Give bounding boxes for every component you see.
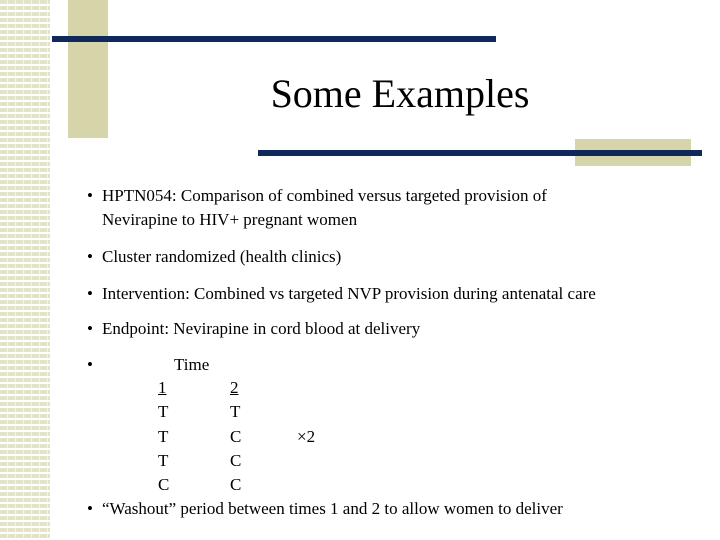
- design-row-2-col2: C: [230, 427, 242, 446]
- col1-header-text: 1: [158, 378, 167, 397]
- tan-block-top-left: [68, 0, 108, 138]
- bullet-marker: •: [87, 247, 93, 266]
- bullet-marker: •: [87, 284, 93, 303]
- left-stripe-decoration: [0, 0, 50, 540]
- bullet-marker: •: [87, 186, 93, 205]
- design-row-3-col2: C: [230, 451, 242, 470]
- bullet-item-1: [87, 184, 687, 232]
- navy-bar-top: [52, 36, 496, 42]
- bullet-item-4: [87, 317, 687, 341]
- design-row-3-col1: T: [158, 451, 169, 470]
- bullet-item-2: [87, 245, 687, 269]
- col2-header-text: 2: [230, 378, 239, 397]
- bullet-item-3: [87, 282, 707, 306]
- bullet-marker: •: [87, 355, 93, 374]
- design-col1-header: [158, 376, 238, 400]
- bullet-1-line-1: HPTN054: Comparison of combined versus targeted provision of: [102, 186, 547, 205]
- bullet-item-washout: [87, 497, 707, 521]
- design-heading-time: Time: [174, 355, 210, 374]
- bullet-marker: •: [87, 319, 93, 338]
- bullet-2-text: Cluster randomized (health clinics): [102, 247, 342, 266]
- design-col2-header: [230, 376, 239, 400]
- slide-title: Some Examples: [270, 71, 530, 116]
- bullet-1-line-2: Nevirapine to HIV+ pregnant women: [102, 210, 358, 229]
- bullet-4-text: Endpoint: Nevirapine in cord blood at delivery: [102, 319, 421, 338]
- bullet-item-5: [87, 353, 107, 377]
- design-row-1-col1: T: [158, 402, 169, 421]
- design-row-2-col1: T: [158, 427, 169, 446]
- bullet-3-text: Intervention: Combined vs targeted NVP provision during antenatal care: [102, 284, 596, 303]
- washout-text: “Washout” period between times 1 and 2 to allow women to deliver: [102, 499, 563, 518]
- design-row-1-col2: T: [230, 402, 241, 421]
- design-row-4-col2: C: [230, 475, 242, 494]
- design-row-4-col1: C: [158, 475, 170, 494]
- design-multiplier: ×2: [297, 427, 316, 446]
- navy-bar-bottom: [258, 150, 702, 156]
- bullet-marker: •: [87, 499, 93, 518]
